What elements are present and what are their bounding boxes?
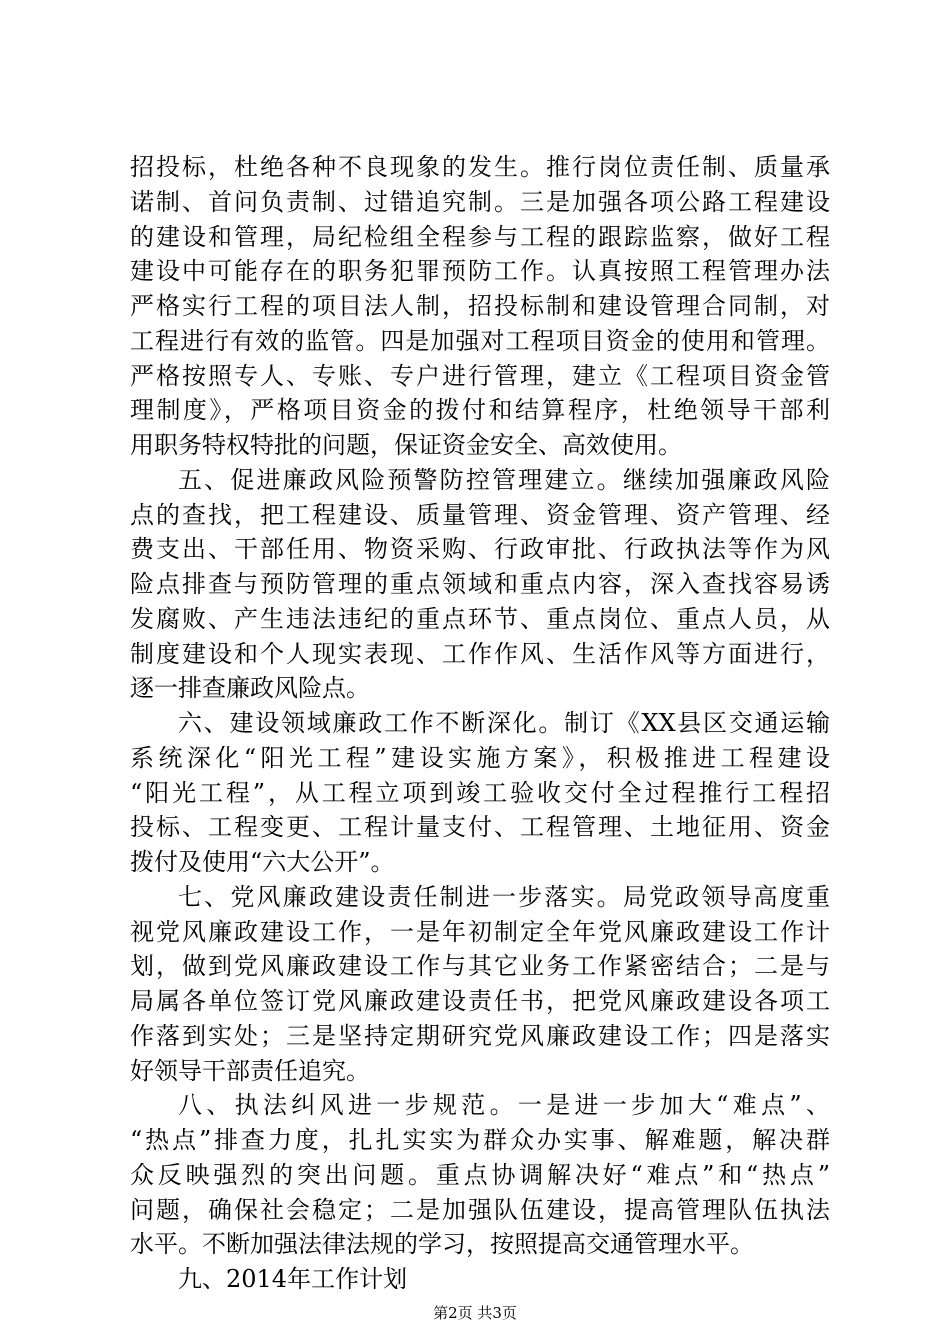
text-line: 水平。不断加强法律法规的学习，按照提高交通管理水平。 bbox=[130, 1230, 754, 1259]
text-line: 发腐败、产生违法违纪的重点环节、重点岗位、重点人员，从 bbox=[130, 604, 830, 633]
text-line: 严格按照专人、专账、专户进行管理，建立《工程项目资金管 bbox=[130, 361, 830, 390]
text-line: 建设中可能存在的职务犯罪预防工作。认真按照工程管理办法 bbox=[130, 257, 830, 286]
document-body bbox=[130, 150, 830, 1297]
text-line: 用职务特权特批的问题，保证资金安全、高效使用。 bbox=[130, 431, 682, 459]
section-heading-line: 八、执法纠风进一步规范。一是进一步加大“难点”、 bbox=[178, 1091, 830, 1120]
text-line: 严格实行工程的项目法人制，招投标制和建设管理合同制，对 bbox=[130, 292, 830, 320]
section-heading-line: 五、促进廉政风险预警防控管理建立。继续加强廉政风险 bbox=[178, 465, 830, 494]
text-line: 视党风廉政建设工作，一是年初制定全年党风廉政建设工作计 bbox=[130, 917, 830, 946]
text-line: 招投标，杜绝各种不良现象的发生。推行岗位责任制、质量承 bbox=[130, 153, 830, 181]
text-line: 好领导干部责任追究。 bbox=[130, 1056, 370, 1085]
text-line: 局属各单位签订党风廉政建设责任书，把党风廉政建设各项工 bbox=[130, 987, 830, 1015]
text-line: 拨付及使用“六大公开”。 bbox=[130, 848, 395, 876]
text-line: 诺制、首问负责制、过错追究制。三是加强各项公路工程建设 bbox=[130, 187, 830, 216]
text-line: 作落到实处；三是坚持定期研究党风廉政建设工作；四是落实 bbox=[130, 1021, 830, 1050]
text-line: 工程进行有效的监管。四是加强对工程项目资金的使用和管理。 bbox=[130, 326, 830, 355]
text-line: 的建设和管理，局纪检组全程参与工程的跟踪监察，做好工程 bbox=[130, 222, 830, 251]
text-line: 制度建设和个人现实表现、工作作风、生活作风等方面进行， bbox=[130, 639, 830, 668]
section-heading-line: 九、2014年工作计划 bbox=[178, 1265, 408, 1293]
text-line: 投标、工程变更、工程计量支付、工程管理、土地征用、资金 bbox=[130, 813, 830, 842]
page-number-footer: 第2页 共3页 bbox=[433, 1304, 517, 1322]
text-line: “阳光工程”，从工程立项到竣工验收交付全过程推行工程招 bbox=[130, 778, 830, 807]
text-line: 众反映强烈的突出问题。重点协调解决好“难点”和“热点” bbox=[130, 1160, 830, 1189]
text-line: 险点排查与预防管理的重点领域和重点内容，深入查找容易诱 bbox=[130, 570, 830, 598]
text-line: 费支出、干部任用、物资采购、行政审批、行政执法等作为风 bbox=[130, 535, 830, 564]
text-line: 点的查找，把工程建设、质量管理、资金管理、资产管理、经 bbox=[130, 500, 830, 529]
text-line: 理制度》，严格项目资金的拨付和结算程序，杜绝领导干部利 bbox=[130, 396, 830, 425]
section-heading-line: 六、建设领域廉政工作不断深化。制订《XX县区交通运输 bbox=[178, 709, 830, 737]
text-line: 系统深化“阳光工程”建设实施方案》，积极推进工程建设 bbox=[130, 743, 830, 772]
text-line: “热点”排查力度，扎扎实实为群众办实事、解难题，解决群 bbox=[130, 1126, 830, 1154]
text-line: 逐一排查廉政风险点。 bbox=[130, 674, 370, 703]
text-line: 问题，确保社会稳定；二是加强队伍建设，提高管理队伍执法 bbox=[130, 1195, 830, 1224]
text-line: 划，做到党风廉政建设工作与其它业务工作紧密结合；二是与 bbox=[130, 952, 830, 981]
section-heading-line: 七、党风廉政建设责任制进一步落实。局党政领导高度重 bbox=[178, 882, 830, 911]
